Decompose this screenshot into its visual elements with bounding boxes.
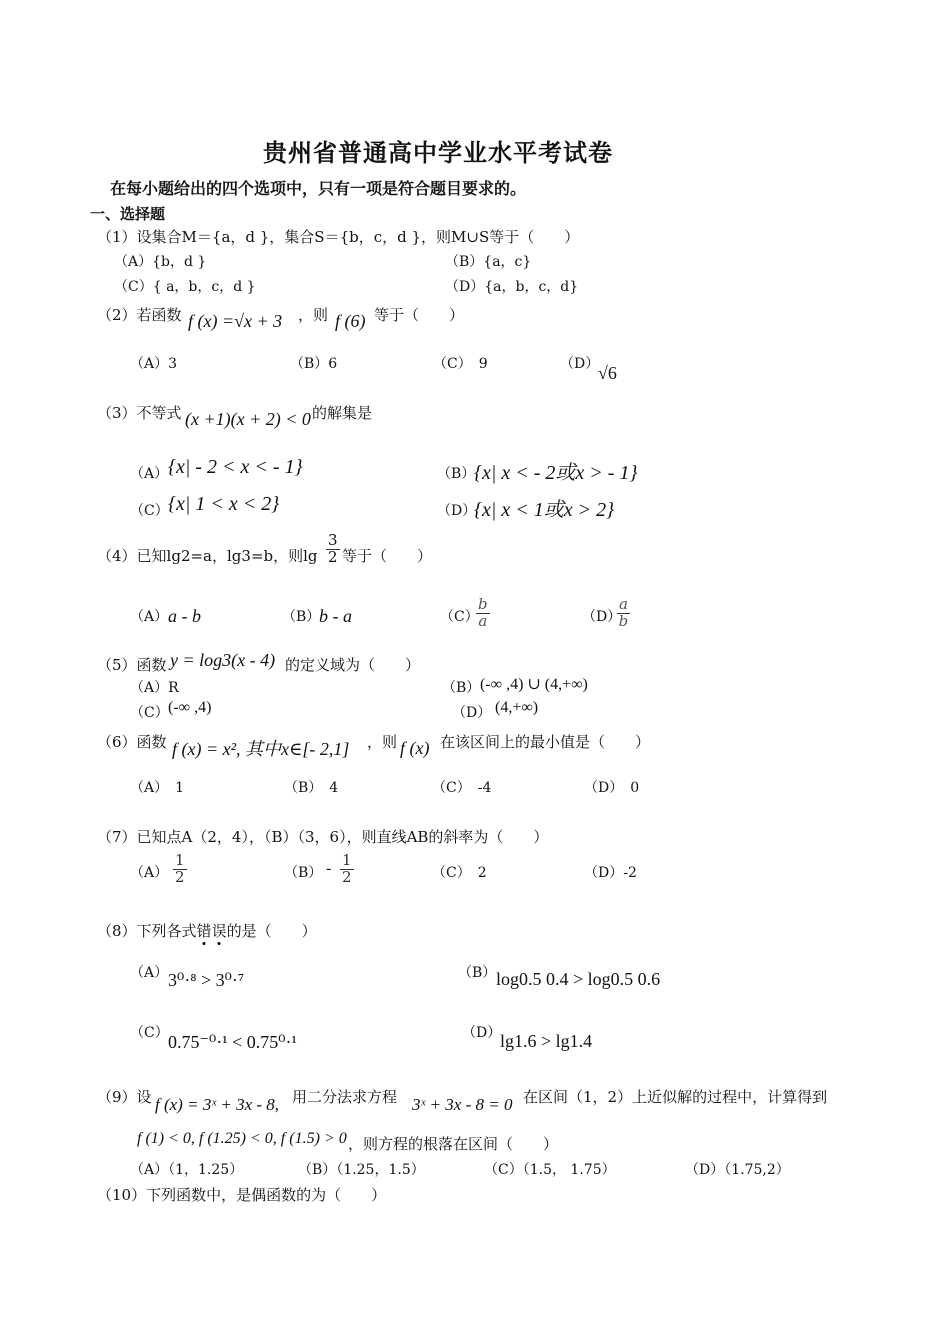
question-9-mid: 用二分法求方程 [292, 1088, 398, 1106]
question-4-option-c-numerator: b [478, 595, 488, 613]
question-7-option-b-sign: - [326, 860, 332, 877]
question-5-option-b-label: （B） [442, 680, 481, 696]
question-4-option-d-numerator: a [619, 595, 628, 613]
page-title: 贵州省普通高中学业水平考试卷 [263, 139, 613, 167]
question-6-option-d: （D） 0 [584, 780, 640, 796]
question-4-prefix: （4）已知lg2=a，lg3=b，则lg [97, 547, 318, 565]
question-4-option-b-label: （B） [282, 609, 321, 625]
question-6-fx: f (x) [400, 738, 430, 758]
question-3-option-c-value: {x| 1 < x < 2} [168, 493, 280, 515]
question-10-stem: （10）下列函数中，是偶函数的为（ ） [97, 1186, 387, 1204]
question-3-option-a-label: （A） [130, 466, 169, 482]
question-8-stem [97, 920, 317, 941]
question-7-option-b-numerator: 1 [342, 851, 352, 869]
question-4-option-c-fraction [476, 597, 490, 630]
question-9-suffix: 在区间（1，2）上近似解的过程中，计算得到 [523, 1088, 828, 1106]
question-7-stem: （7）已知点A（2，4），（B）（3，6），则直线AB的斜率为（ ） [97, 828, 549, 846]
question-2-f6: f (6) [335, 311, 366, 331]
question-2-option-d-label: （D） [560, 356, 600, 372]
question-2-function: f (x) =√x + 3 [188, 311, 283, 331]
question-3-option-b-label: （B） [437, 466, 476, 482]
question-5-prefix: （5）函数 [97, 656, 167, 674]
question-1-option-c: （C）{ a，b，c，d } [114, 279, 256, 295]
question-1-option-b: （B）{a，c} [445, 254, 532, 270]
question-4-option-c-denominator: a [478, 611, 488, 630]
question-7-option-a-denominator: 2 [175, 867, 185, 886]
question-9-option-a: （A）（1，1.25） [130, 1162, 244, 1178]
question-6-option-c: （C） -4 [432, 780, 492, 796]
question-5-option-b-value: (-∞ ,4) ∪ (4,+∞) [480, 676, 588, 693]
question-7-option-b-fraction [340, 853, 354, 886]
question-7-option-d: （D）-2 [584, 865, 637, 881]
question-6-function: f (x) = x², 其中x∈[- 2,1] [172, 739, 350, 759]
question-2-suffix: 等于（ ） [374, 306, 465, 324]
question-3-suffix: 的解集是 [312, 404, 373, 422]
question-6-option-b: （B） 4 [284, 780, 339, 796]
question-8-option-a-label: （A） [130, 965, 169, 981]
question-5-option-a: （A）R [130, 680, 179, 696]
question-1-option-d: （D）{a，b，c，d} [445, 279, 579, 295]
question-2-prefix: （2）若函数 [97, 306, 182, 324]
question-4-option-c-label: （C） [440, 609, 479, 625]
question-7-option-b-label: （B） [284, 865, 323, 881]
question-4-option-d-denominator: b [618, 611, 629, 630]
question-8-option-d-value: lg1.6 > lg1.4 [500, 1031, 593, 1051]
question-7-option-a-fraction [173, 853, 187, 886]
question-6-mid: ，则 [367, 733, 398, 751]
question-8-option-b-value: log0.5 0.4 > log0.5 0.6 [496, 969, 661, 989]
question-4-option-d-label: （D） [582, 609, 622, 625]
question-2-option-d-value: √6 [598, 363, 617, 383]
question-3-option-c-label: （C） [130, 503, 169, 519]
question-4-option-a-value: a - b [168, 606, 201, 626]
question-5-suffix: 的定义域为（ ） [285, 656, 421, 674]
question-2-mid: ，则 [298, 306, 329, 324]
question-3-option-b-value: {x| x < - 2或x > - 1} [474, 462, 638, 484]
question-9-option-d: （D）（1.75,2） [685, 1162, 790, 1178]
question-2-option-b: （B）6 [290, 356, 338, 372]
question-9-function: f (x) = 3ˣ + 3x - 8, [155, 1095, 280, 1114]
question-4-denominator: 2 [328, 547, 338, 566]
question-8-option-c-value: 0.75⁻⁰·¹ < 0.75⁰·¹ [168, 1032, 297, 1052]
question-9-conditions-suffix: ，则方程的根落在区间（ ） [348, 1135, 559, 1153]
question-3-prefix: （3）不等式 [97, 404, 182, 422]
question-6-suffix: 在该区间上的最小值是（ ） [440, 733, 651, 751]
question-4-suffix: 等于（ ） [342, 547, 433, 565]
question-6-option-a: （A） 1 [130, 780, 185, 796]
question-8-option-d-label: （D） [462, 1025, 502, 1041]
question-8-option-a-value: 3⁰·⁸ > 3⁰·⁷ [168, 970, 245, 990]
question-4-option-a-label: （A） [130, 609, 169, 625]
section-heading: 一、选择题 [90, 205, 166, 223]
question-4-numerator: 3 [328, 531, 338, 549]
question-5-option-c-label: （C） [130, 705, 169, 721]
question-3-option-d-value: {x| x < 1或x > 2} [474, 499, 615, 521]
question-4-option-d-fraction [617, 597, 630, 630]
question-2-option-a: （A）3 [130, 356, 178, 372]
question-4-fraction [326, 533, 340, 566]
question-8-prefix: （8）下列各式 [97, 922, 197, 940]
question-3-option-a-value: {x| - 2 < x < - 1} [168, 456, 303, 478]
question-5-option-d-label: （D） [452, 705, 492, 721]
question-8-suffix: 的是（ ） [226, 922, 317, 940]
question-9-equation: 3ˣ + 3x - 8 = 0 [412, 1095, 513, 1114]
question-3-inequality: (x +1)(x + 2) < 0 [185, 409, 311, 429]
question-7-option-c: （C） 2 [432, 865, 487, 881]
question-6-prefix: （6）函数 [97, 733, 167, 751]
question-5-option-d-value: (4,+∞) [495, 699, 539, 716]
question-5-function: y = log3(x - 4) [170, 650, 276, 670]
question-8-option-b-label: （B） [458, 965, 497, 981]
question-9-option-c: （C）（1.5， 1.75） [484, 1162, 616, 1178]
question-4-option-b-value: b - a [319, 606, 352, 626]
question-7-option-a-numerator: 1 [175, 851, 185, 869]
question-8-option-c-label: （C） [130, 1025, 169, 1041]
question-9-prefix: （9）设 [97, 1088, 152, 1106]
question-1-stem: （1）设集合M＝{a，d }，集合S＝{b，c，d }，则M∪S等于（ ） [97, 228, 580, 246]
question-9-conditions: f (1) < 0, f (1.25) < 0, f (1.5) > 0 [137, 1130, 347, 1147]
question-8-emphasis-1: 错 [196, 922, 212, 940]
instruction-text: 在每小题给出的四个选项中，只有一项是符合题目要求的。 [110, 179, 527, 198]
question-5-option-c-value: (-∞ ,4) [168, 699, 212, 716]
question-7-option-a-label: （A） [130, 865, 169, 881]
question-9-option-b: （B）（1.25，1.5） [298, 1162, 425, 1178]
question-1-option-a: （A）{b，d } [114, 254, 207, 270]
question-7-option-b-denominator: 2 [342, 867, 352, 886]
question-2-option-c: （C） 9 [433, 356, 488, 372]
question-3-option-d-label: （D） [437, 503, 477, 519]
question-8-emphasis-2: 误 [211, 922, 227, 940]
